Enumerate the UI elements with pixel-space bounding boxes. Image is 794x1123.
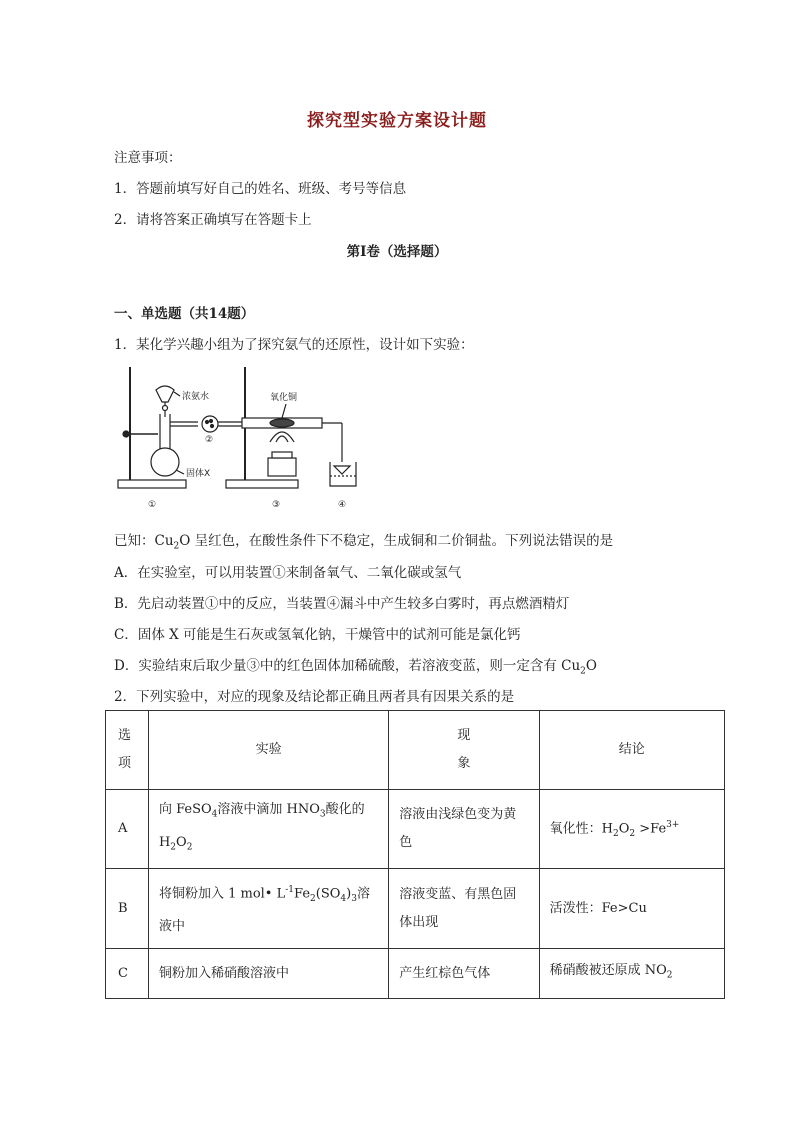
label-num-3: ③ (272, 500, 281, 510)
q2-stem: 2．下列实验中，对应的现象及结论都正确且两者具有因果关系的是 (114, 689, 515, 705)
label-num-2: ② (205, 435, 214, 445)
row-experiment: 将铜粉加入 1 mol• $L^{-1}Fe_2(SO_4)_3$溶 液中 (148, 869, 388, 949)
row-conclusion: 氧化性：$H_2O_2 >Fe^{3+}$ (539, 790, 724, 869)
table-row (106, 869, 725, 949)
q1-option-a: A．在实验室，可以用装置①来制备氧气、二氧化碳或氢气 (114, 565, 462, 581)
stand-base-3 (226, 480, 298, 488)
stand-base-1 (118, 480, 186, 488)
row-experiment: 铜粉加入稀硝酸溶液中 (148, 949, 388, 999)
label-solid-x: 固体X (186, 469, 211, 479)
label-num-4: ④ (338, 500, 347, 510)
notes-item-2: 2．请将答案正确填写在答题卡上 (114, 212, 312, 228)
label-copper-oxide: 氧化铜 (270, 393, 298, 403)
page-title: 探究型实验方案设计题 (307, 111, 487, 131)
round-flask (151, 448, 179, 476)
row-conclusion: 稀硝酸被还原成 $NO_2$ (539, 949, 724, 999)
row-option: A (106, 790, 149, 869)
q1-known: 已知：$Cu_2O$ 呈红色，在酸性条件下不稳定，生成铜和二价铜盐。下列说法错误的是 (114, 533, 614, 552)
row-option: C (106, 949, 149, 999)
row-phenomenon: 产生红棕色气体 (389, 949, 539, 999)
alcohol-lamp (268, 458, 296, 476)
header-option: 选 项 (106, 711, 149, 790)
header-conclusion: 结论 (539, 711, 724, 790)
row-conclusion: 活泼性：Fe>Cu (539, 869, 724, 949)
table-row (106, 949, 725, 999)
drying-tube (202, 416, 218, 432)
q2-table (105, 710, 725, 999)
row-option: B (106, 869, 149, 949)
notes-heading: 注意事项： (114, 150, 182, 166)
volume-heading: 第I卷（选择题） (346, 244, 448, 260)
separatory-funnel (156, 386, 174, 402)
q1-option-b: B．先启动装置①中的反应，当装置④漏斗中产生较多白雾时，再点燃酒精灯 (114, 596, 570, 612)
section-heading: 一、单选题（共14题） (114, 306, 255, 322)
table-header-row (106, 711, 725, 790)
q1-option-d: D．实验结束后取少量③中的红色固体加稀硫酸，若溶液变蓝，则一定含有 $Cu_2O$ (114, 658, 597, 677)
row-phenomenon: 溶液变蓝、有黑色固体出现 (389, 869, 539, 949)
label-ammonia: 浓氨水 (182, 392, 210, 402)
row-experiment: 向 FeSO$_4$溶液中滴加 $HNO_3$酸化的 $H_2O_2$ (148, 790, 388, 869)
table-row (106, 790, 725, 869)
label-num-1: ① (148, 500, 157, 510)
apparatus-figure (110, 362, 365, 514)
q1-option-c: C．固体 X 可能是生石灰或氢氧化钠，干燥管中的试剂可能是氯化钙 (114, 627, 521, 643)
notes-item-1: 1．答题前填写好自己的姓名、班级、考号等信息 (114, 181, 407, 197)
header-experiment: 实验 (148, 711, 388, 790)
header-phenomenon: 现 象 (389, 711, 539, 790)
row-phenomenon: 溶液由浅绿色变为黄色 (389, 790, 539, 869)
q1-stem: 1．某化学兴趣小组为了探究氨气的还原性，设计如下实验： (114, 337, 474, 353)
